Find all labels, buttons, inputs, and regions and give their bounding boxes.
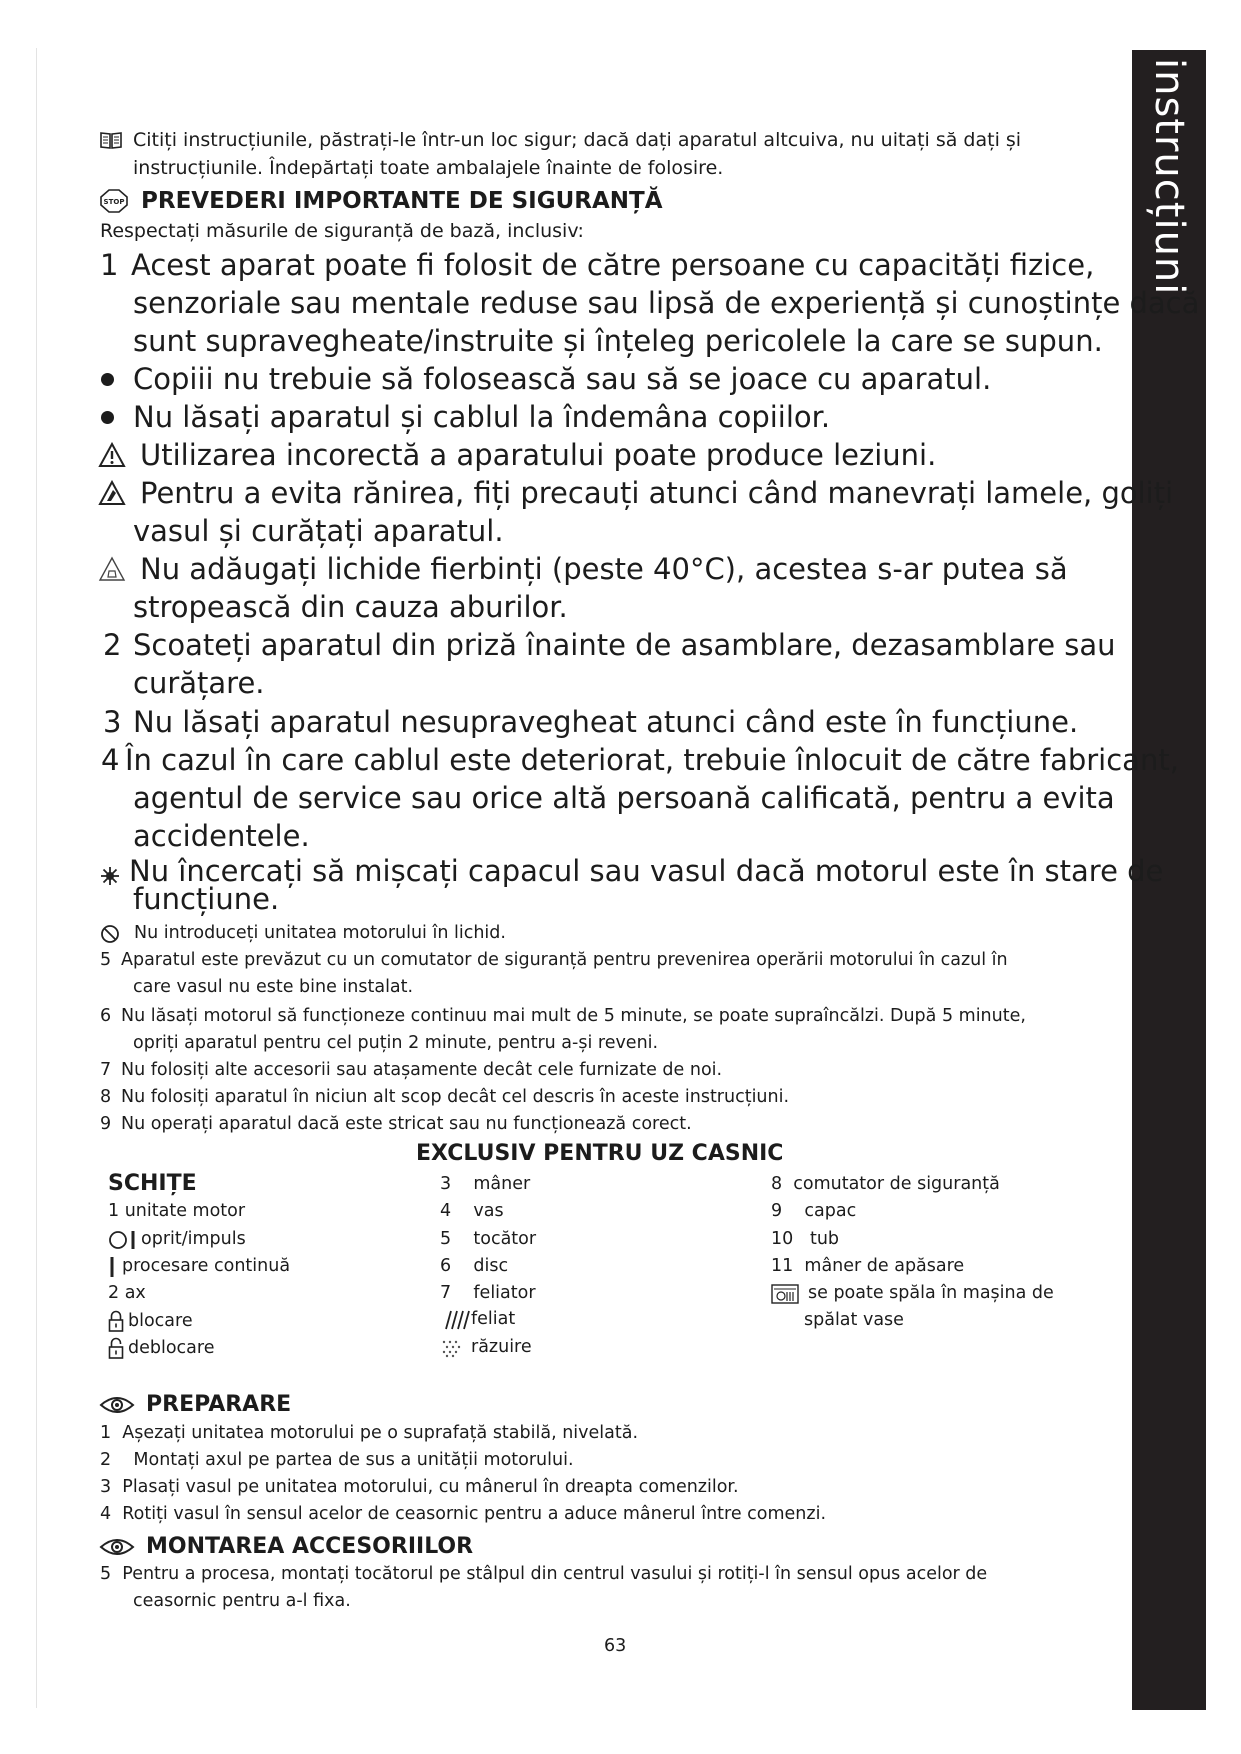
- sketch-item: 5 tocător: [440, 1229, 537, 1249]
- sketch-item: oprit/impuls: [141, 1229, 246, 1249]
- preparation-step: 3 Plasați vasul pe unitatea motorului, cu mânerul în dreapta comenzilor.: [100, 1477, 739, 1497]
- eye-icon: [99, 1537, 135, 1557]
- household-notice: EXCLUSIV PENTRU UZ CASNIC: [416, 1141, 784, 1166]
- safety-line: Acest aparat poate fi folosit de către persoane cu capacități fizice,: [131, 248, 1095, 282]
- small-line: Nu introduceți unitatea motorului în lichid.: [134, 923, 506, 943]
- sketch-item: procesare continuă: [122, 1256, 291, 1276]
- preparation-step: 2 Montați axul pe partea de sus a unității motorului.: [100, 1450, 574, 1470]
- safety-line: sunt supravegheate/instruite și înțeleg pericolele la care se supun.: [133, 324, 1103, 358]
- warning-icon: [98, 442, 126, 468]
- sketches-heading: SCHIȚE: [108, 1171, 197, 1196]
- lock-icon: [108, 1310, 124, 1332]
- sketch-item: spălat vase: [804, 1310, 904, 1330]
- small-line: Nu lăsați motorul să funcționeze continuu mai mult de 5 minute, se poate supraîncălzi. După 5 minute,: [121, 1006, 1026, 1026]
- accessories-line: 5 Pentru a procesa, montați tocătorul pe stâlpul din centrul vasului și rotiți-l în sensul opus acelor de: [100, 1564, 988, 1584]
- item-number: 7: [100, 1060, 112, 1080]
- item-number: 8: [100, 1087, 112, 1107]
- svg-text:STOP: STOP: [103, 198, 125, 206]
- small-line: Nu folosiți aparatul în niciun alt scop decât cel descris în aceste instrucțiuni.: [121, 1087, 790, 1107]
- book-icon: [100, 131, 122, 149]
- item-number: 9: [100, 1114, 112, 1134]
- small-line: Nu operați aparatul dacă este stricat sau nu funcționează corect.: [121, 1114, 692, 1134]
- sketch-item: 6 disc: [440, 1256, 509, 1276]
- sketch-item: 1 unitate motor: [108, 1201, 246, 1221]
- preparation-step: 1 Așezați unitatea motorului pe o suprafață stabilă, nivelată.: [100, 1423, 639, 1443]
- preparation-step: 4 Rotiți vasul în sensul acelor de ceasornic pentru a aduce mânerul între comenzi.: [100, 1504, 827, 1524]
- hot-liquid-warning-icon: [98, 556, 126, 582]
- sketch-item: 8 comutator de siguranță: [771, 1174, 1000, 1194]
- sketch-item: răzuire: [471, 1337, 532, 1357]
- motion-warning-icon: [100, 866, 120, 886]
- safety-heading: PREVEDERI IMPORTANTE DE SIGURANȚĂ: [141, 188, 663, 214]
- bullet-icon: [101, 373, 114, 386]
- sketch-item: 9 capac: [771, 1201, 857, 1221]
- small-line: opriți aparatul pentru cel puțin 2 minute, pentru a-și reveni.: [133, 1033, 659, 1053]
- blade-warning-icon: [98, 480, 126, 506]
- safety-line: senzoriale sau mentale reduse sau lipsă de experiență și cunoștințe dacă: [133, 286, 1200, 320]
- safety-line: vasul și curățați aparatul.: [133, 514, 504, 548]
- safety-line: funcțiune.: [133, 882, 280, 916]
- sketch-item: 4 vas: [440, 1201, 504, 1221]
- continuous-icon: [108, 1256, 116, 1278]
- intro-line: instrucțiunile. Îndepărtați toate ambalajele înainte de folosire.: [133, 157, 724, 179]
- dishwasher-icon: [771, 1284, 799, 1304]
- preparation-heading: PREPARARE: [146, 1392, 292, 1417]
- safety-line: Scoateți aparatul din priză înainte de asamblare, dezasamblare sau: [133, 628, 1116, 662]
- intro-line: Citiți instrucțiunile, păstrați-le într-un loc sigur; dacă dați aparatul altcuiva, nu uitați să dați și: [133, 129, 1022, 151]
- item-number: 1: [100, 248, 119, 282]
- sketch-item: 10 tub: [771, 1229, 840, 1249]
- item-number: 4: [101, 743, 120, 777]
- sketch-item: blocare: [128, 1311, 193, 1331]
- unlock-icon: [108, 1337, 124, 1359]
- safety-line: Nu adăugați lichide fierbinți (peste 40°C), acestea s-ar putea să: [140, 552, 1068, 586]
- accessories-line: ceasornic pentru a-l fixa.: [133, 1591, 351, 1611]
- safety-line: Pentru a evita rănirea, fiți precauți atunci când manevrați lamele, goliți: [140, 476, 1174, 510]
- sketch-item: 2 ax: [108, 1283, 146, 1303]
- bullet-icon: [101, 411, 114, 424]
- safety-line: curățare.: [133, 666, 265, 700]
- sketch-item: 11 mâner de apăsare: [771, 1256, 965, 1276]
- slice-icon: [440, 1310, 470, 1330]
- sidebar-label: instrucțiuni: [1146, 58, 1192, 296]
- page-edge: [36, 48, 37, 1708]
- page-number: 63: [604, 1636, 627, 1656]
- no-immerse-icon: [100, 924, 120, 944]
- safety-subtitle: Respectați măsurile de siguranță de bază, inclusiv:: [100, 220, 584, 242]
- stop-icon: [100, 189, 128, 213]
- safety-line: Nu încercați să mișcați capacul sau vasul dacă motorul este în stare de: [129, 854, 1164, 888]
- safety-line: stropească din cauza aburilor.: [133, 590, 568, 624]
- sketch-item: feliat: [471, 1309, 516, 1329]
- safety-line: Nu lăsați aparatul și cablul la îndemâna copiilor.: [133, 400, 831, 434]
- sketch-item: 7 feliator: [440, 1283, 536, 1303]
- sketch-item: 3 mâner: [440, 1174, 531, 1194]
- accessories-heading: MONTAREA ACCESORIILOR: [146, 1534, 474, 1559]
- off-pulse-icon: [108, 1229, 138, 1251]
- safety-line: agentul de service sau orice altă persoană calificată, pentru a evita: [133, 781, 1115, 815]
- safety-line: În cazul în care cablul este deteriorat, trebuie înlocuit de către fabricant,: [125, 743, 1179, 777]
- small-line: Aparatul este prevăzut cu un comutator de siguranță pentru prevenirea operării motorului în cazul în: [121, 950, 1008, 970]
- eye-icon: [99, 1395, 135, 1415]
- sketch-item: se poate spăla în mașina de: [808, 1283, 1054, 1303]
- safety-line: Utilizarea incorectă a aparatului poate produce leziuni.: [140, 438, 937, 472]
- item-number: 6: [100, 1006, 112, 1026]
- small-line: Nu folosiți alte accesorii sau atașamente decât cele furnizate de noi.: [121, 1060, 723, 1080]
- grate-icon: [440, 1338, 464, 1358]
- item-number: 3: [103, 705, 122, 739]
- safety-line: Nu lăsați aparatul nesupravegheat atunci când este în funcțiune.: [133, 705, 1079, 739]
- item-number: 2: [103, 628, 122, 662]
- item-number: 5: [100, 950, 112, 970]
- small-line: care vasul nu este bine instalat.: [133, 977, 414, 997]
- sketch-item: deblocare: [128, 1338, 215, 1358]
- safety-line: accidentele.: [133, 819, 310, 853]
- safety-line: Copiii nu trebuie să folosească sau să se joace cu aparatul.: [133, 362, 992, 396]
